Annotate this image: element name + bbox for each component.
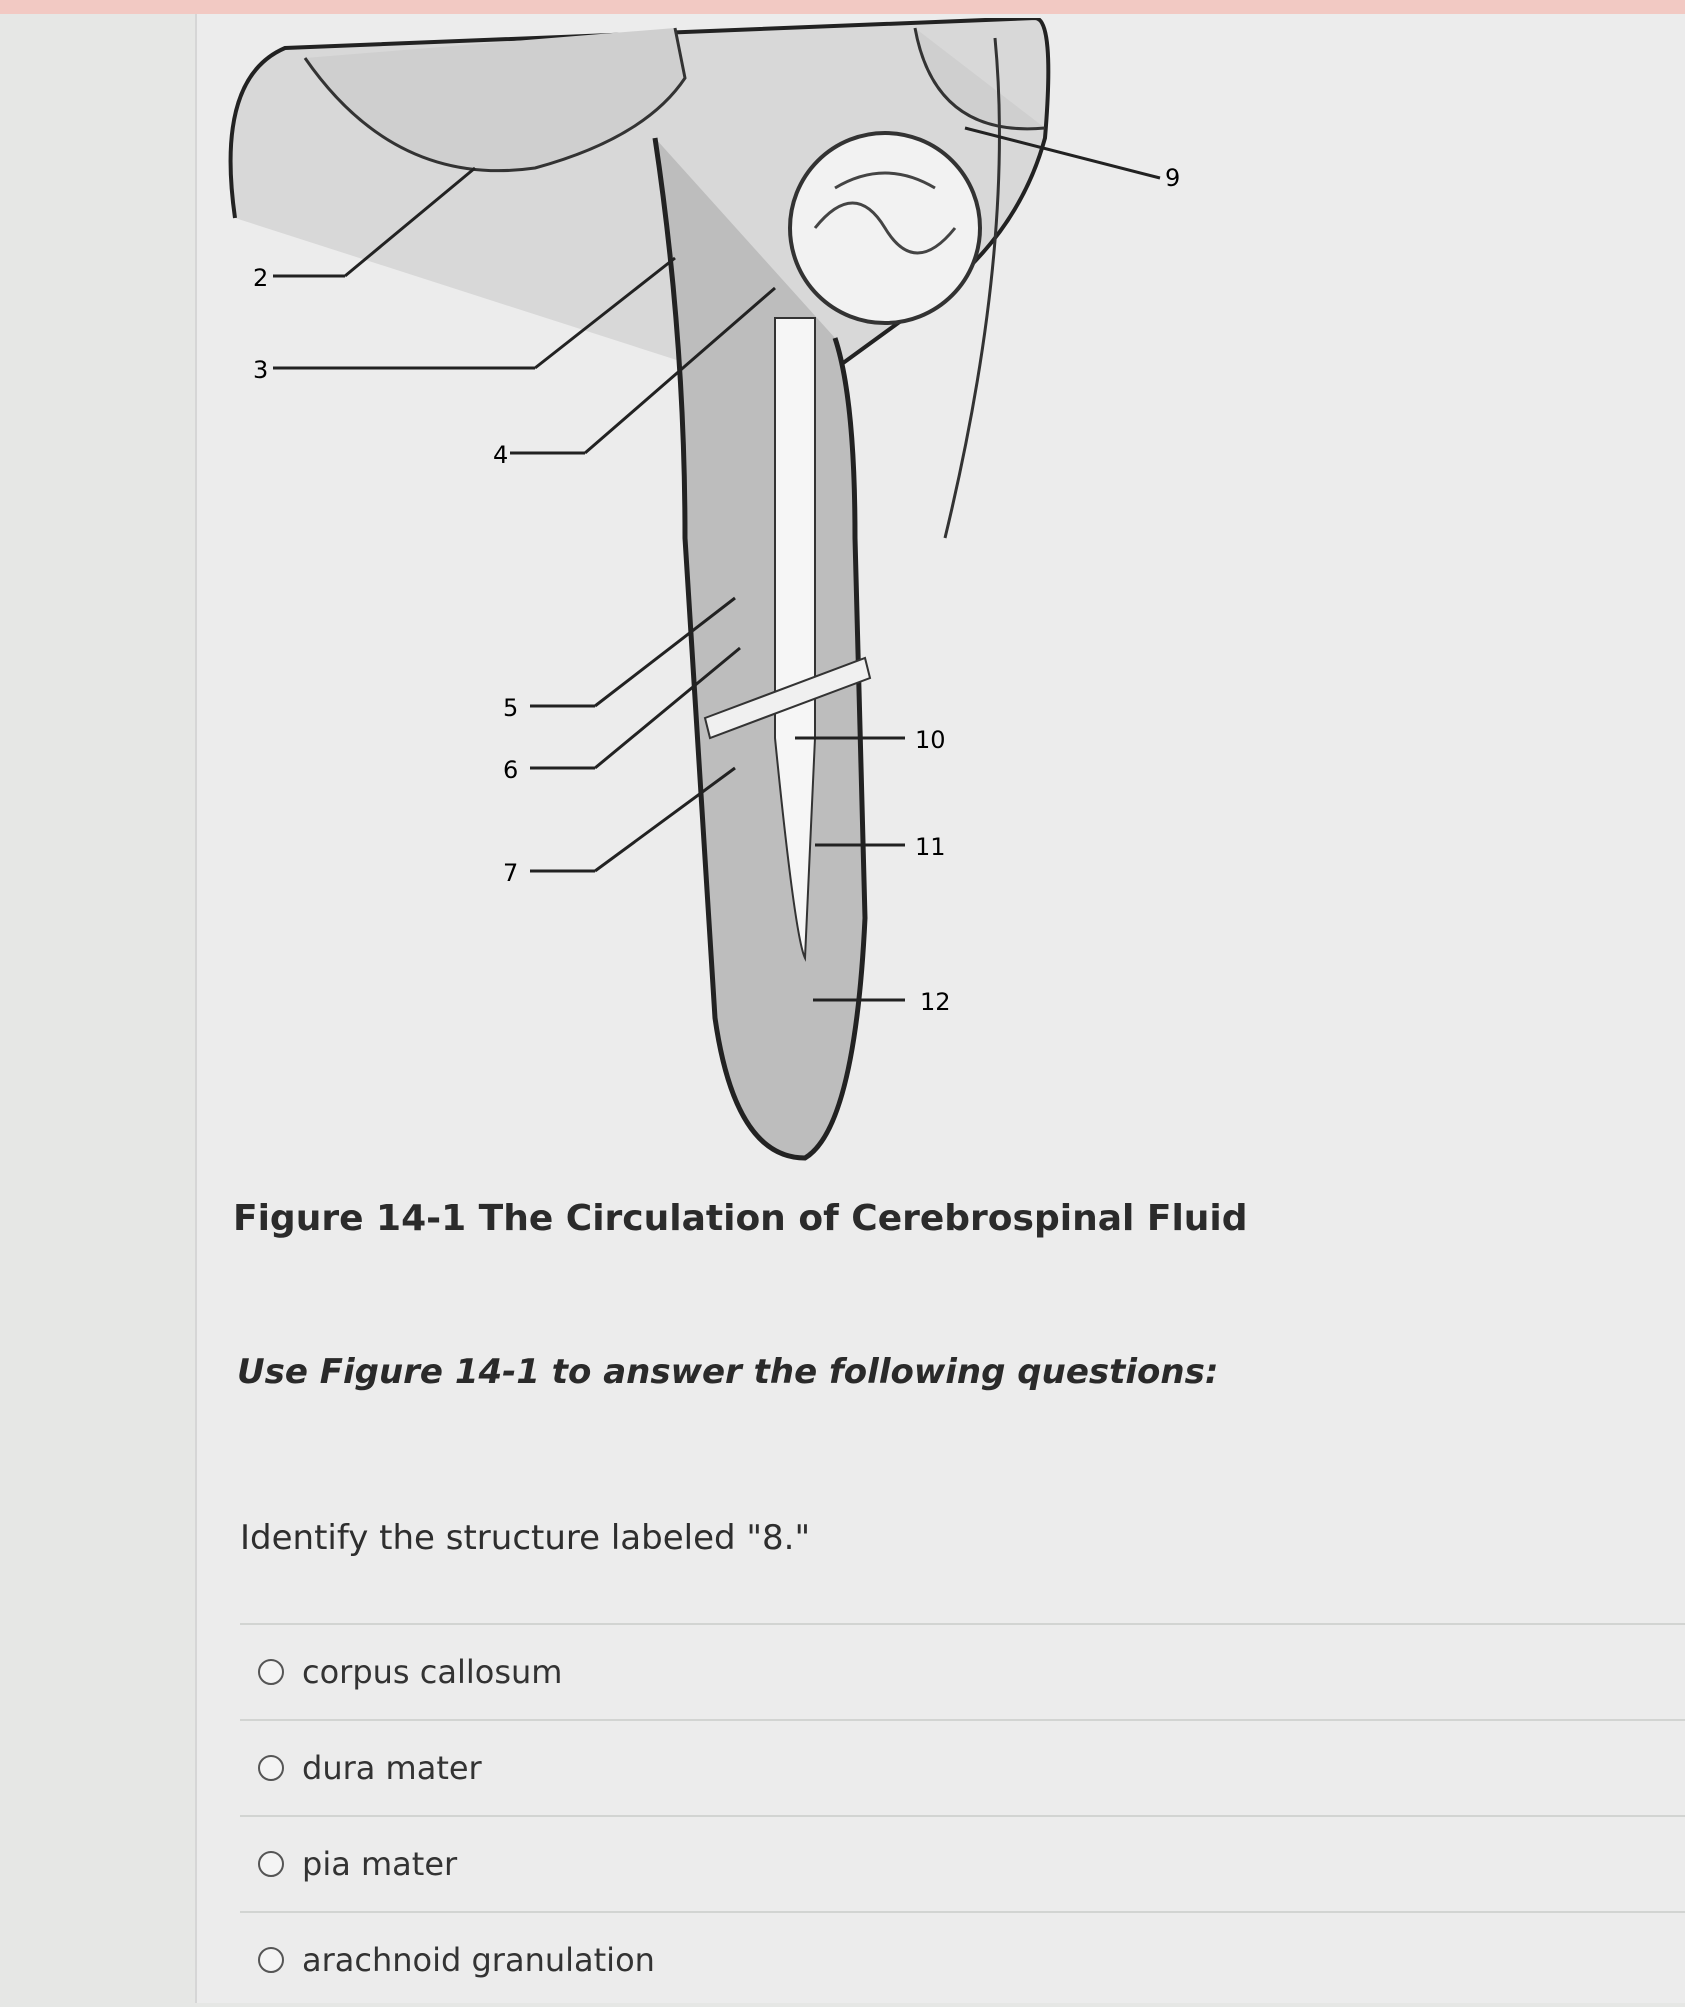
radio-button[interactable] (258, 1947, 284, 1973)
radio-button[interactable] (258, 1755, 284, 1781)
figure-label-7: 7 (503, 859, 519, 887)
option-arachnoid-granulation[interactable] (240, 1911, 1685, 2007)
figure-label-11: 11 (915, 833, 946, 861)
option-dura-mater[interactable] (240, 1719, 1685, 1815)
figure-label-9: 9 (1165, 164, 1181, 192)
answer-options (240, 1623, 1685, 2007)
option-label: corpus callosum (302, 1653, 563, 1691)
option-label: pia mater (302, 1845, 458, 1883)
radio-button[interactable] (258, 1851, 284, 1877)
figure-label-10: 10 (915, 726, 946, 754)
option-label: dura mater (302, 1749, 482, 1787)
instructions-text: Use Figure 14-1 to answer the following questions: (237, 1352, 1219, 1392)
figure-label-3: 3 (253, 356, 269, 384)
option-corpus-callosum[interactable] (240, 1623, 1685, 1719)
figure-label-6: 6 (503, 756, 519, 784)
question-text: Identify the structure labeled "8." (240, 1518, 811, 1558)
csf-circulation-figure (215, 18, 1215, 1168)
figure-caption: Figure 14-1 The Circulation of Cerebrospinal Fluid (233, 1198, 1248, 1239)
radio-button[interactable] (258, 1659, 284, 1685)
option-label: arachnoid granulation (302, 1941, 655, 1979)
browser-top-strip (0, 0, 1685, 14)
figure-label-12: 12 (920, 988, 951, 1016)
option-pia-mater[interactable] (240, 1815, 1685, 1911)
figure-label-4: 4 (493, 441, 509, 469)
figure-label-5: 5 (503, 694, 519, 722)
figure-label-2: 2 (253, 264, 269, 292)
